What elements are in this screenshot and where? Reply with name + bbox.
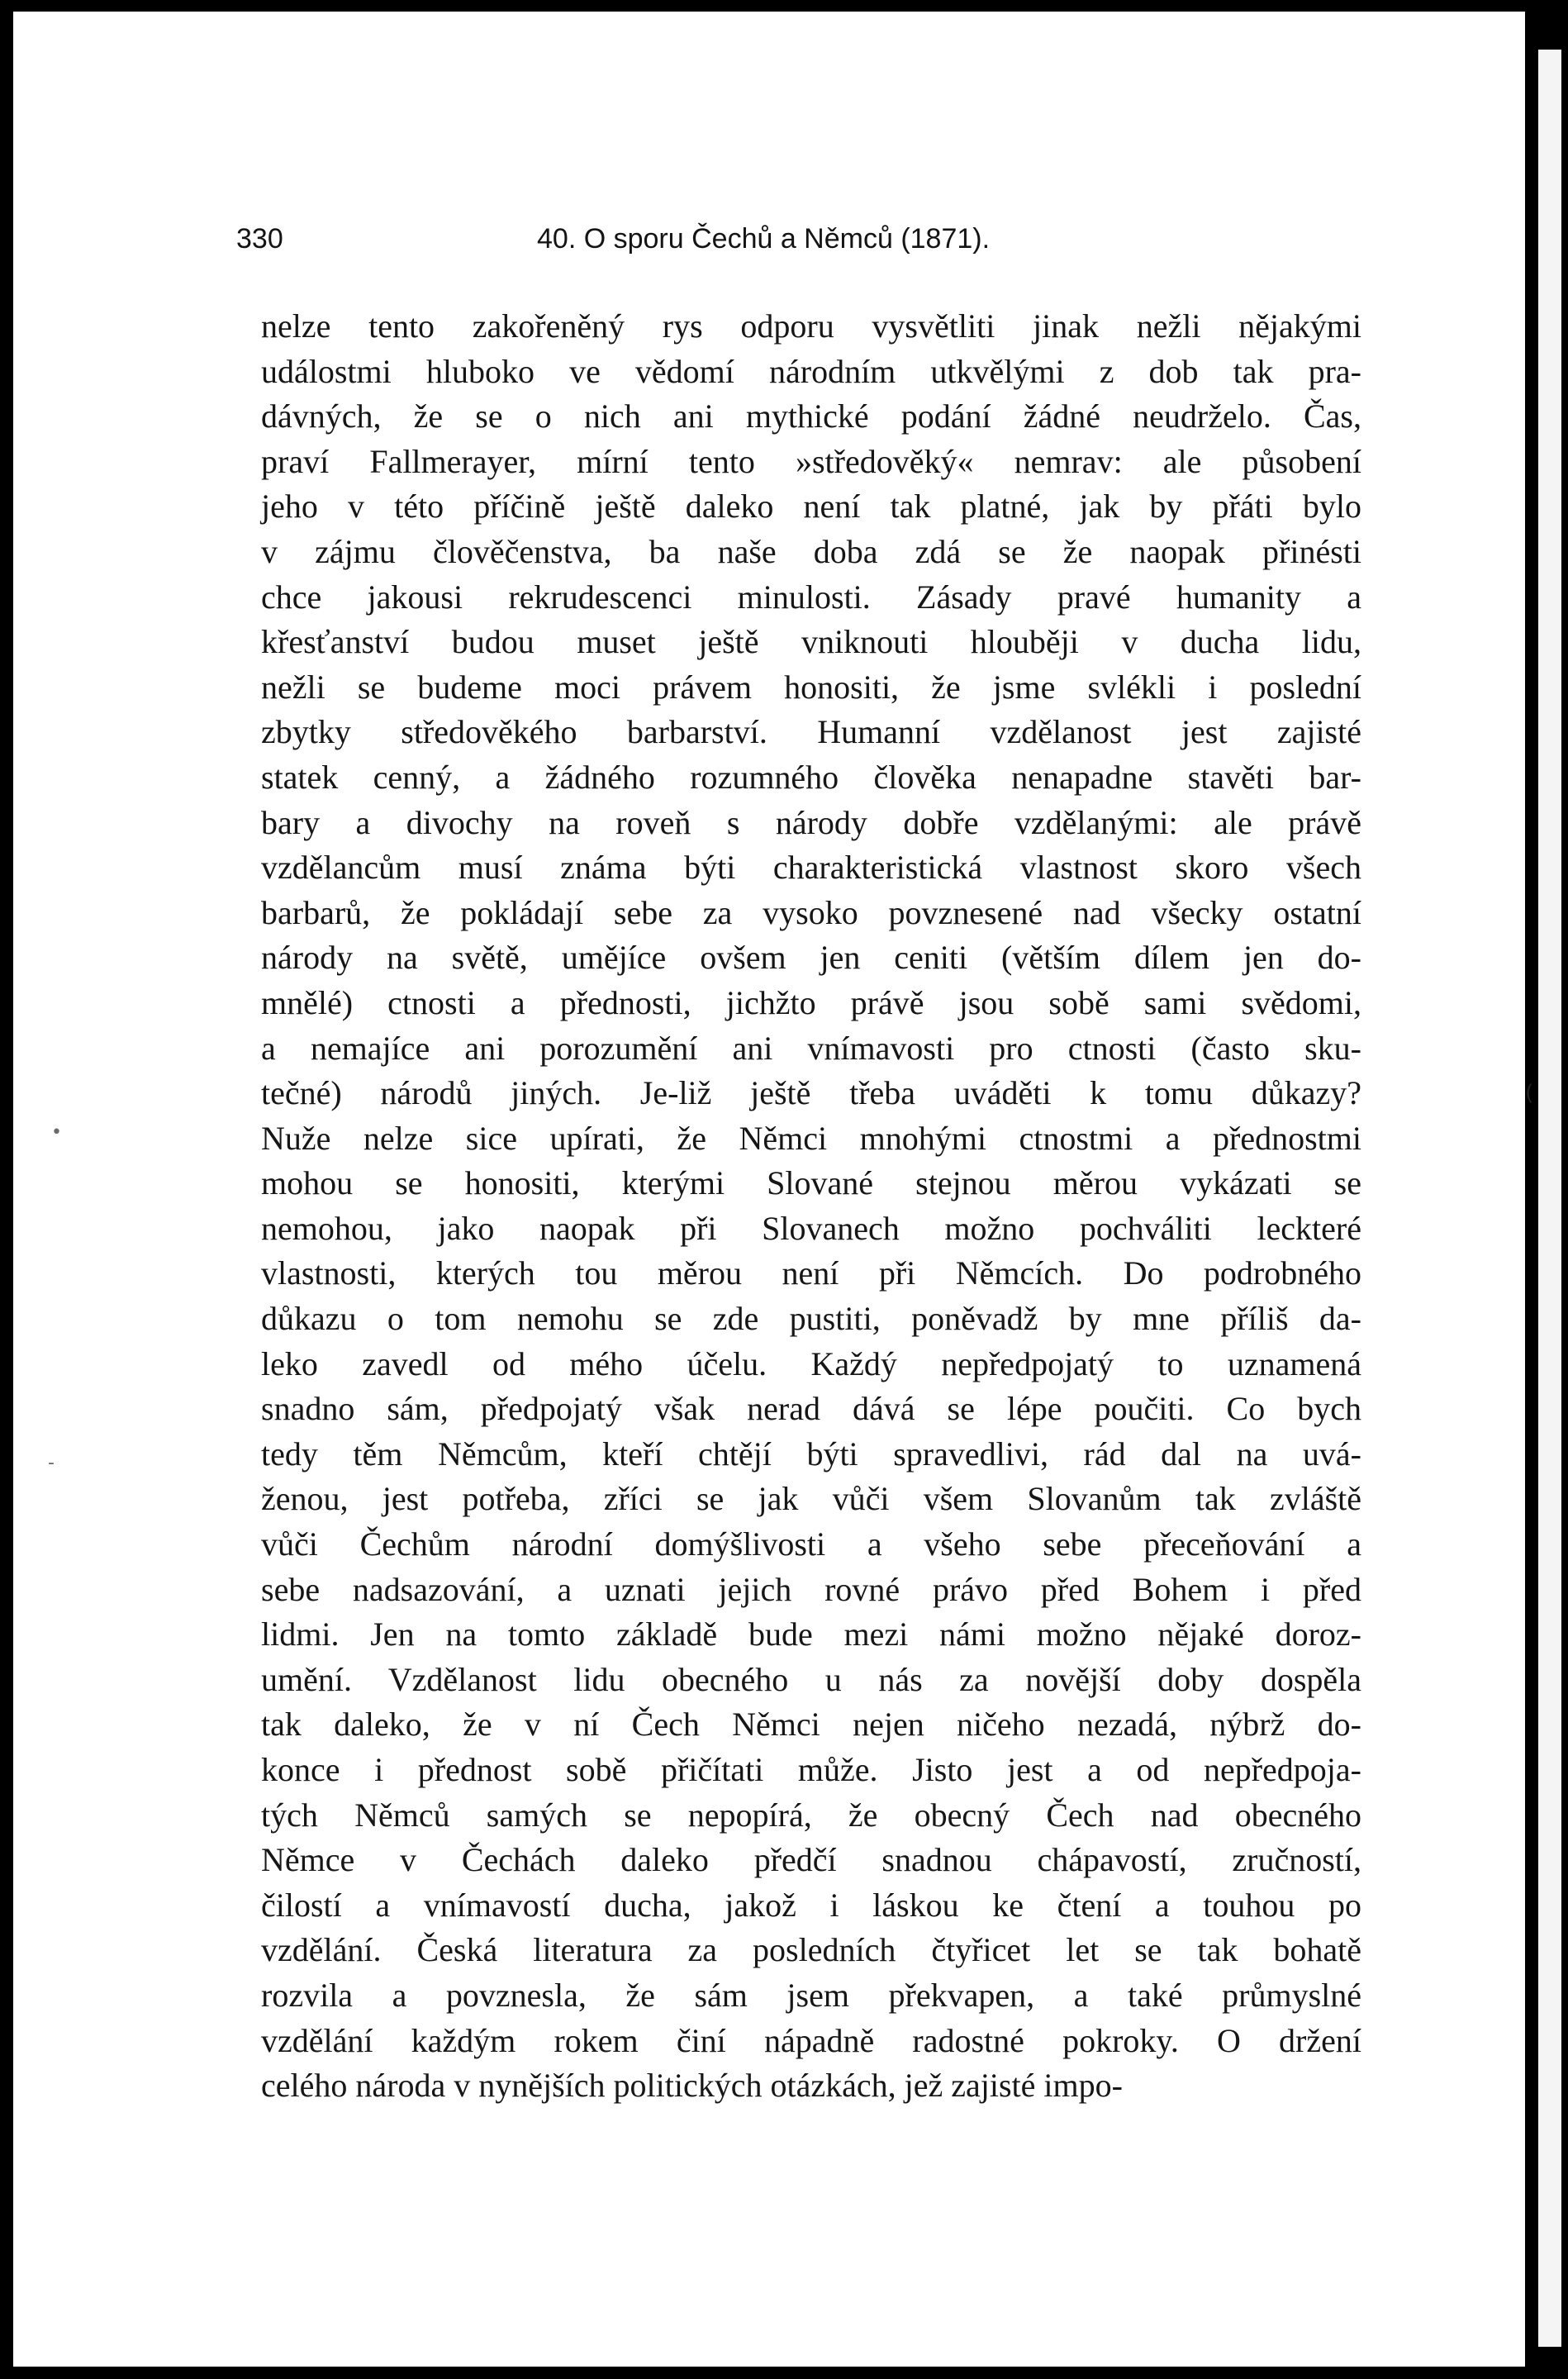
text-line: tých Němců samých se nepopírá, že obecný Čech nad obecného <box>261 1796 1361 1834</box>
text-line: bary a divochy na roveň s národy dobře vzdělanými: ale právě <box>261 803 1361 841</box>
body-text <box>261 304 1361 2109</box>
running-title: 40. O sporu Čechů a Němců (1871). <box>537 223 991 255</box>
text-line: rozvila a povznesla, že sám jsem překvapen, a také průmyslné <box>261 1976 1361 2014</box>
text-line: tedy těm Němcům, kteří chtějí býti spravedlivi, rád dal na uvá- <box>261 1435 1361 1473</box>
text-line: vůči Čechům národní domýšlivosti a všeho sebe přeceňování a <box>261 1525 1361 1563</box>
text-line: Nuže nelze sice upírati, že Němci mnohými ctnostmi a přednostmi <box>261 1119 1361 1157</box>
adjacent-page-edge <box>1538 50 1561 2347</box>
margin-speck: ( <box>1525 1081 1534 1106</box>
text-line: chce jakousi rekrudescenci minulosti. Zásady pravé humanity a <box>261 578 1361 616</box>
text-line: mohou se honositi, kterými Slované stejnou měrou vykázati se <box>261 1164 1361 1202</box>
text-line: důkazu o tom nemohu se zde pustiti, poněvadž by mne příliš da- <box>261 1300 1361 1338</box>
text-line: událostmi hluboko ve vědomí národním utkvělými z dob tak pra- <box>261 352 1361 390</box>
text-line: umění. Vzdělanost lidu obecného u nás za novější doby dospěla <box>261 1660 1361 1698</box>
text-line: křesťanství budou muset ještě vniknouti hlouběji v ducha lidu, <box>261 623 1361 661</box>
text-line: tak daleko, že v ní Čech Němci nejen ničeho nezadá, nýbrž do- <box>261 1706 1361 1744</box>
text-line: snadno sám, předpojatý však nerad dává se lépe poučiti. Co bych <box>261 1390 1361 1428</box>
margin-speck: • <box>51 1122 62 1143</box>
margin-speck: - <box>48 1453 55 1473</box>
text-line: tečné) národů jiných. Je-liž ještě třeba uváděti k tomu důkazy? <box>261 1074 1361 1112</box>
text-line: ženou, jest potřeba, zříci se jak vůči všem Slovanům tak zvláště <box>261 1480 1361 1518</box>
text-line: a nemajíce ani porozumění ani vnímavosti pro ctnosti (často sku- <box>261 1029 1361 1067</box>
text-line: nelze tento zakořeněný rys odporu vysvětliti jinak nežli nějakými <box>261 307 1361 345</box>
text-line: čilostí a vnímavostí ducha, jakož i láskou ke čtení a touhou po <box>261 1886 1361 1924</box>
text-line: Němce v Čechách daleko předčí snadnou chápavostí, zručností, <box>261 1841 1361 1879</box>
text-line: nemohou, jako naopak při Slovanech možno pochváliti leckteré <box>261 1209 1361 1247</box>
text-line: vzdělání. Česká literatura za posledních čtyřicet let se tak bohatě <box>261 1931 1361 1969</box>
text-line: mnělé) ctnosti a přednosti, jichžto právě jsou sobě sami svědomi, <box>261 983 1361 1021</box>
page-number: 330 <box>236 223 283 255</box>
text-line: jeho v této příčině ještě daleko není tak platné, jak by přáti bylo <box>261 488 1361 526</box>
text-line: konce i přednost sobě přičítati může. Jisto jest a od nepředpoja- <box>261 1751 1361 1788</box>
text-line: vlastnosti, kterých tou měrou není při Němcích. Do podrobného <box>261 1254 1361 1292</box>
text-line: sebe nadsazování, a uznati jejich rovné právo před Bohem i před <box>261 1570 1361 1608</box>
text-line: v zájmu člověčenstva, ba naše doba zdá se že naopak přinésti <box>261 532 1361 570</box>
text-line: statek cenný, a žádného rozumného člověka nenapadne stavěti bar- <box>261 758 1361 796</box>
text-line: leko zavedl od mého účelu. Každý nepředpojatý to uznamená <box>261 1344 1361 1382</box>
text-line: vzdělání každým rokem činí nápadně radostné pokroky. O držení <box>261 2021 1361 2059</box>
text-line: národy na světě, umějíce ovšem jen ceniti (větším dílem jen do- <box>261 939 1361 977</box>
text-line: lidmi. Jen na tomto základě bude mezi námi možno nějaké doroz- <box>261 1615 1361 1653</box>
page-header <box>236 223 1376 273</box>
text-line: praví Fallmerayer, mírní tento »středověký« nemrav: ale působení <box>261 442 1361 480</box>
text-line: vzdělancům musí známa býti charakteristická vlastnost skoro všech <box>261 849 1361 887</box>
text-line: zbytky středověkého barbarství. Humanní vzdělanost jest zajisté <box>261 713 1361 751</box>
text-line: celého národa v nynějších politických otázkách, jež zajisté impo- <box>261 2067 1123 2105</box>
text-line: nežli se budeme moci právem honositi, že jsme svlékli i poslední <box>261 668 1361 706</box>
text-line: dávných, že se o nich ani mythické podání žádné neudrželo. Čas, <box>261 397 1361 435</box>
text-line: barbarů, že pokládají sebe za vysoko povznesené nad všecky ostatní <box>261 893 1361 931</box>
